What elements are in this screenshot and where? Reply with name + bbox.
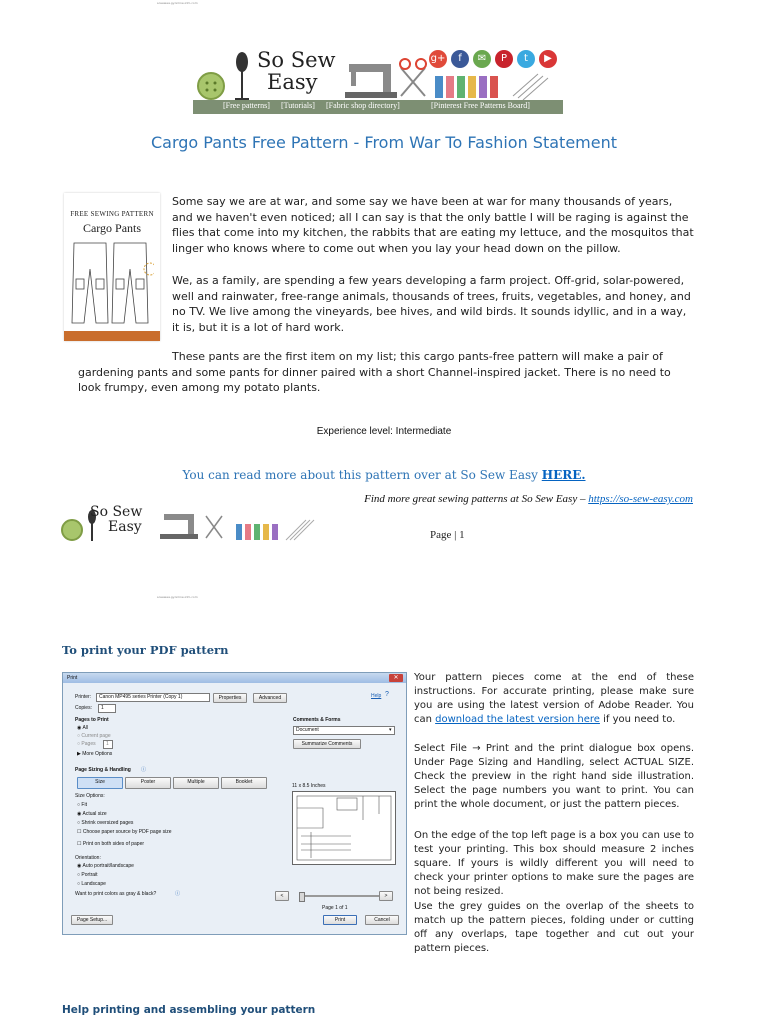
pages-range-input[interactable]: 1: [103, 740, 113, 749]
poster-mode-button[interactable]: Poster: [125, 777, 171, 789]
copies-label: Copies:: [75, 705, 92, 711]
prev-page-button[interactable]: <: [275, 891, 289, 901]
grey-print-info-icon[interactable]: ⓘ: [175, 891, 181, 897]
nav-tutorials[interactable]: [Tutorials]: [281, 101, 315, 110]
tiny-url-text: sosewea.gyonline.info.com: [157, 1, 198, 5]
footer-logo-line2: Easy: [108, 519, 142, 535]
cover-footer-bar: [64, 331, 160, 341]
page-of-label: Page 1 of 1: [322, 905, 348, 911]
read-more-text: You can read more about this pattern over at So Sew Easy: [182, 468, 542, 482]
footer-sewing-machine-icon: [160, 514, 198, 539]
nav-strip: [193, 100, 563, 114]
intro-paragraph-1: Some say we are at war, and some say we have been at war for many thousands of years, and we haven't even noticed; all I can say is that the only battle I will be raging is against the flies that come into my kitchen, the rabbits that are eating my lettuce, and the mosquitos that linger who knows where to come out when you lay your head down on the pillow.: [172, 195, 694, 255]
so-sew-easy-url-link[interactable]: https://so-sew-easy.com: [588, 493, 693, 505]
comments-forms-heading: Comments & Forms: [293, 717, 341, 723]
para1-text-b: if you need to.: [599, 714, 676, 725]
email-icon[interactable]: ✉: [473, 50, 491, 68]
pages-to-print-heading: Pages to Print: [75, 717, 109, 723]
dress-form-icon: [235, 52, 249, 100]
sewing-machine-icon: [345, 64, 397, 98]
radio-portrait[interactable]: ○ Portrait: [77, 872, 98, 878]
help-link[interactable]: Help: [371, 693, 382, 699]
page-setup-button[interactable]: Page Setup...: [71, 915, 113, 925]
print-instructions-para-4: Use the grey guides on the overlap of the sheets to match up the pattern pieces, folding under or cutting off any overlaps, tape together and cut out your pattern pieces.: [414, 901, 694, 954]
sizing-info-icon[interactable]: ⓘ: [141, 767, 147, 773]
thread-spools-icon: [435, 76, 498, 98]
summarize-comments-button[interactable]: Summarize Comments: [293, 739, 361, 749]
size-mode-button[interactable]: Size: [77, 777, 123, 789]
cover-title: Cargo Pants: [82, 221, 142, 235]
properties-button[interactable]: Properties: [213, 693, 247, 703]
radio-auto-orientation[interactable]: ◉ Auto portrait/landscape: [77, 863, 134, 869]
page-slider-thumb[interactable]: [299, 892, 305, 902]
scissors-icon: [400, 59, 426, 96]
multiple-mode-button[interactable]: Multiple: [173, 777, 219, 789]
copies-input[interactable]: 1: [98, 704, 116, 713]
print-instructions-para-3: On the edge of the top left page is a box you can use to test your printing. This box should measure 2 inches square. If yours is wildly different you will need to check your printer options to make sure the pages are not being resized.: [414, 830, 694, 897]
page-number: Page | 1: [430, 529, 465, 541]
cancel-button[interactable]: Cancel: [365, 915, 399, 925]
tiny-url-text-page2: sosewea.gyonline.info.com: [157, 595, 198, 599]
comments-select[interactable]: Document: [293, 726, 395, 735]
dialog-title: Print: [67, 675, 78, 681]
next-page-button[interactable]: >: [379, 891, 393, 901]
close-icon[interactable]: ✕: [389, 674, 403, 682]
cover-image: [64, 193, 160, 341]
twitter-icon[interactable]: t: [517, 50, 535, 68]
printer-select[interactable]: Canon MP495 series Printer (Copy 1): [96, 693, 210, 702]
nav-fabric-shop[interactable]: [Fabric shop directory]: [326, 101, 400, 110]
radio-landscape[interactable]: ○ Landscape: [77, 881, 106, 887]
button-icon: [198, 73, 224, 99]
site-banner[interactable]: [193, 46, 563, 122]
footer-logo-line1: So Sew: [90, 504, 143, 520]
google-plus-icon[interactable]: g+: [429, 50, 447, 68]
radio-actual-size[interactable]: ◉ Actual size: [77, 811, 107, 817]
help-printing-heading: Help printing and assembling your pattern: [62, 1004, 316, 1016]
download-adobe-link[interactable]: download the latest version here: [435, 714, 600, 725]
page-sizing-heading: Page Sizing & Handling: [75, 767, 131, 773]
radio-pages[interactable]: ○ Pages: [77, 741, 96, 747]
pinterest-icon[interactable]: P: [495, 50, 513, 68]
print-instructions-para-1: [414, 671, 694, 727]
article-title: Cargo Pants Free Pattern - From War To Fashion Statement: [150, 133, 617, 152]
more-options-toggle[interactable]: ▶ More Options: [77, 751, 113, 757]
paper-size-label: 11 x 8.5 Inches: [292, 783, 326, 789]
pants-illustration: [70, 239, 154, 327]
booklet-mode-button[interactable]: Booklet: [221, 777, 267, 789]
checkbox-both-sides[interactable]: ☐ Print on both sides of paper: [77, 841, 145, 847]
preview-pattern-art: [293, 792, 395, 864]
experience-level: Experience level: Intermediate: [316, 426, 452, 437]
social-icons: [429, 46, 563, 72]
print-instructions-para-2: Select File → Print and the print dialogue box opens. Under Page Sizing and Handling, select ACTUAL SIZE. Check the preview in the right hand side illustration. Select the page numbers you want to print. You can print the whole document, or just the pattern pieces.: [414, 743, 694, 810]
checkbox-paper-source[interactable]: ☐ Choose paper source by PDF page size: [77, 829, 172, 835]
logo-text-line2: Easy: [267, 70, 318, 94]
print-pdf-heading: To print your PDF pattern: [62, 643, 229, 657]
print-button[interactable]: Print: [323, 915, 357, 925]
print-dialog-screenshot: [62, 672, 407, 935]
youtube-icon[interactable]: ▶: [539, 50, 557, 68]
cover-label: FREE SEWING PATTERN: [70, 210, 154, 218]
radio-all[interactable]: ◉ All: [77, 725, 89, 731]
dialog-titlebar: [63, 673, 406, 683]
facebook-icon[interactable]: f: [451, 50, 469, 68]
intro-paragraph-3: These pants are the first item on my list; this cargo pants-free pattern will make a pair of gardening pants and some pants for dinner paired with a short Channel-inspired jacket. There is no need to look frumpy, even among my potato plants.: [78, 350, 671, 394]
radio-current-page[interactable]: ○ Current page: [77, 733, 111, 739]
advanced-button[interactable]: Advanced: [253, 693, 287, 703]
orientation-label: Orientation:: [75, 855, 101, 861]
page-slider[interactable]: [299, 895, 383, 897]
radio-fit[interactable]: ○ Fit: [77, 802, 87, 808]
size-options-label: Size Options:: [75, 793, 105, 799]
find-more-text: Find more great sewing patterns at So Sew Easy –: [364, 493, 589, 505]
chevron-down-icon[interactable]: ▾: [389, 727, 392, 733]
para1-text-a: Your pattern pieces come at the end of these instructions. For accurate printing, please make sure you are using the latest version of Adobe Reader. You can: [414, 672, 694, 725]
find-more-line: [364, 493, 693, 505]
logo-text-line1: So Sew: [257, 48, 336, 72]
nav-free-patterns[interactable]: [Free patterns]: [223, 101, 270, 110]
read-more-line: [0, 468, 768, 482]
intro-paragraph-2: We, as a family, are spending a few years developing a farm project. Off-grid, solar-powered, well and rainwater, free-range animals, thousands of trees, fruits, vegetables, and honey, and no TV. We live among the vineyards, bee hives, and wild birds. It sounds idyllic, and in a way, it is, but it is a lot of hard work.: [172, 274, 691, 334]
print-preview: [292, 791, 396, 865]
radio-shrink[interactable]: ○ Shrink oversized pages: [77, 820, 134, 826]
grey-print-question: Want to print colors as gray & black?: [75, 891, 157, 897]
nav-pinterest-board[interactable]: [Pinterest Free Patterns Board]: [431, 101, 530, 110]
needles-icon: [513, 74, 548, 100]
printer-label: Printer:: [75, 694, 92, 700]
help-icon[interactable]: ?: [385, 691, 389, 698]
read-more-link[interactable]: HERE.: [541, 468, 586, 482]
